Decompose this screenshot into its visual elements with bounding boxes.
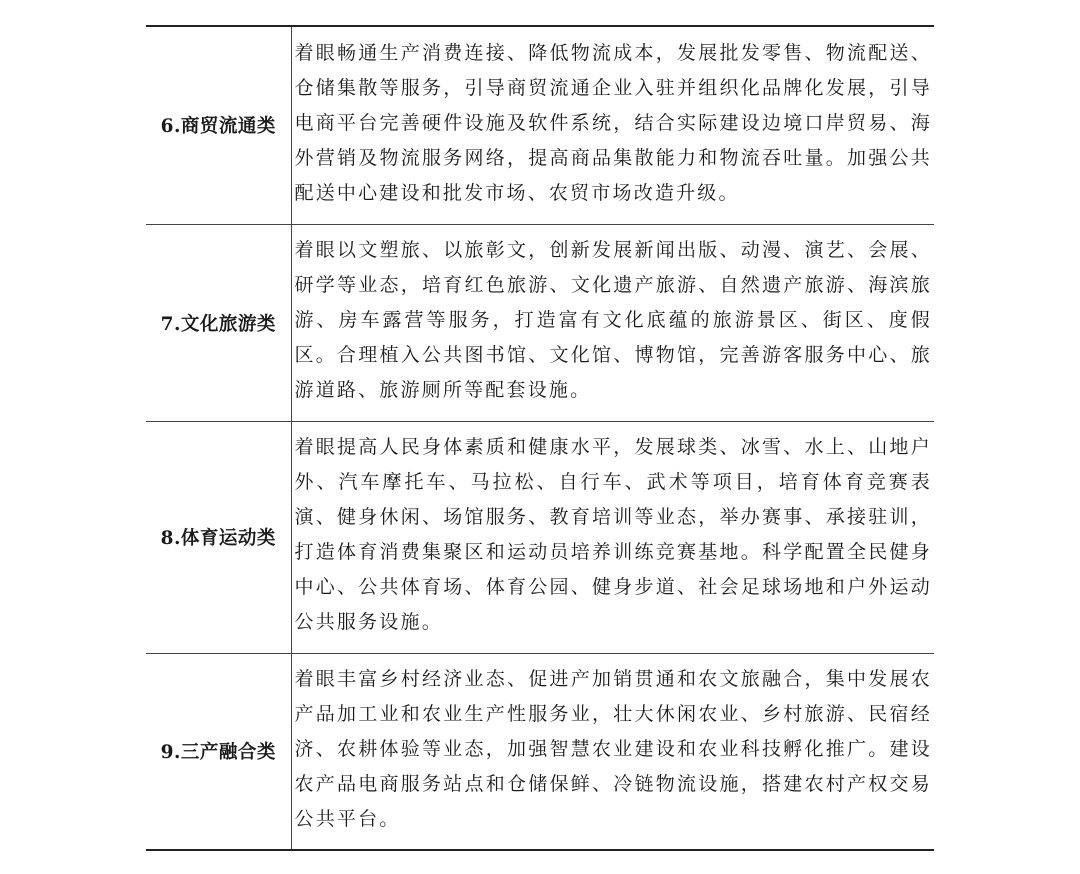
- table-row: [146, 653, 934, 850]
- category-description: 着眼丰富乡村经济业态、促进产加销贯通和农文旅融合，集中发展农产品加工业和农业生产性服务业，壮大休闲农业、乡村旅游、民宿经济、农耕体验等业态，加强智慧农业建设和农业科技孵化推广。建设农产品电商服务站点和仓储保鲜、冷链物流设施，搭建农村产权交易公共平台。: [294, 667, 932, 830]
- table-row: [146, 224, 934, 421]
- table-row: [146, 26, 934, 224]
- category-description-cell: [291, 26, 934, 224]
- table-row: [146, 421, 934, 653]
- category-description-cell: [291, 421, 934, 653]
- category-description-cell: [291, 653, 934, 850]
- category-description-cell: [291, 224, 934, 421]
- category-description: 着眼以文塑旅、以旅彰文，创新发展新闻出版、动漫、演艺、会展、研学等业态，培育红色旅游、文化遗产旅游、自然遗产旅游、海滨旅游、房车露营等服务，打造富有文化底蕴的旅游景区、街区、度假区。合理植入公共图书馆、文化馆、博物馆，完善游客服务中心、旅游道路、旅游厕所等配套设施。: [294, 239, 932, 401]
- category-description: 着眼畅通生产消费连接、降低物流成本，发展批发零售、物流配送、仓储集散等服务，引导商贸流通企业入驻并组织化品牌化发展，引导电商平台完善硬件设施及软件系统，结合实际建设边境口岸贸易、海外营销及物流服务网络，提高商品集散能力和物流吞吐量。加强公共配送中心建设和批发市场、农贸市场改造升级。: [294, 41, 932, 204]
- category-table: [146, 25, 934, 851]
- category-label: 9.三产融合类: [146, 653, 291, 850]
- category-description: 着眼提高人民身体素质和健康水平，发展球类、冰雪、水上、山地户外、汽车摩托车、马拉松、自行车、武术等项目，培育体育竞赛表演、健身休闲、场馆服务、教育培训等业态，举办赛事、承接驻训，打造体育消费集聚区和运动员培养训练竞赛基地。科学配置全民健身中心、公共体育场、体育公园、健身步道、社会足球场地和户外运动公共服务设施。: [294, 436, 932, 633]
- category-label: 8.体育运动类: [146, 421, 291, 653]
- category-label: 6.商贸流通类: [146, 26, 291, 224]
- category-label: 7.文化旅游类: [146, 224, 291, 421]
